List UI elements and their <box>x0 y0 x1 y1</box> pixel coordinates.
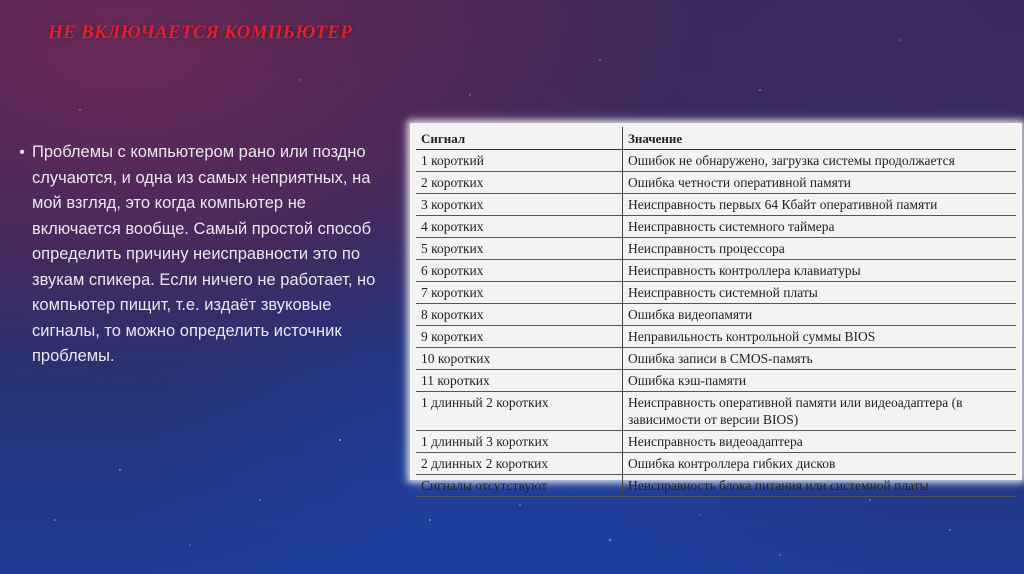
beep-codes-table-image <box>410 123 1022 493</box>
table-row <box>416 260 1016 282</box>
table-row <box>416 238 1016 260</box>
signal-cell: 4 коротких <box>416 216 623 238</box>
table-row <box>416 282 1016 304</box>
bullet-paragraph <box>12 140 397 370</box>
meaning-cell: Ошибка кэш-памяти <box>623 370 1017 392</box>
meaning-cell: Ошибка записи в CMOS-память <box>623 348 1017 370</box>
body-text: Проблемы с компьютером рано или поздно случаются, и одна из самых неприятных, на мой взгляд, это когда компьютер не включается вообще. Самый простой способ определить причину неисправности это по звукам спикера. Если ничего не работает, но компьютер пищит, т.е. издаёт звуковые сигналы, то можно определить источник проблемы. <box>32 143 376 365</box>
meaning-cell: Ошибок не обнаружено, загрузка системы продолжается <box>623 150 1017 172</box>
table-row <box>416 172 1016 194</box>
meaning-cell: Неисправность оперативной памяти или видеоадаптера (в зависимости от версии BIOS) <box>623 392 1017 431</box>
signal-cell: 6 коротких <box>416 260 623 282</box>
signal-cell: 8 коротких <box>416 304 623 326</box>
signal-cell: 3 коротких <box>416 194 623 216</box>
table-row <box>416 150 1016 172</box>
table-row <box>416 348 1016 370</box>
meaning-cell: Ошибка видеопамяти <box>623 304 1017 326</box>
signal-cell: 10 коротких <box>416 348 623 370</box>
table-row <box>416 216 1016 238</box>
signal-cell: 5 коротких <box>416 238 623 260</box>
table-row <box>416 475 1016 497</box>
table-row <box>416 392 1016 431</box>
signal-cell: 1 длинный 2 коротких <box>416 392 623 431</box>
meaning-cell: Ошибка контроллера гибких дисков <box>623 453 1017 475</box>
table-row <box>416 194 1016 216</box>
header-signal: Сигнал <box>416 127 623 150</box>
slide-title: НЕ ВКЛЮЧАЕТСЯ КОМПЬЮТЕР <box>48 22 353 43</box>
meaning-cell: Неправильность контрольной суммы BIOS <box>623 326 1017 348</box>
meaning-cell: Неисправность системного таймера <box>623 216 1017 238</box>
beep-codes-table <box>416 127 1016 497</box>
signal-cell: 2 длинных 2 коротких <box>416 453 623 475</box>
signal-cell: 11 коротких <box>416 370 623 392</box>
signal-cell: 2 коротких <box>416 172 623 194</box>
table-row <box>416 431 1016 453</box>
header-meaning: Значение <box>623 127 1017 150</box>
signal-cell: 7 коротких <box>416 282 623 304</box>
signal-cell: 9 коротких <box>416 326 623 348</box>
meaning-cell: Неисправность блока питания или системной платы <box>623 475 1017 497</box>
signal-cell: 1 длинный 3 коротких <box>416 431 623 453</box>
meaning-cell: Неисправность системной платы <box>623 282 1017 304</box>
meaning-cell: Неисправность контроллера клавиатуры <box>623 260 1017 282</box>
signal-cell: 1 короткий <box>416 150 623 172</box>
meaning-cell: Ошибка четности оперативной памяти <box>623 172 1017 194</box>
table-header-row <box>416 127 1016 150</box>
table-row <box>416 370 1016 392</box>
table-row <box>416 326 1016 348</box>
bullet-marker: • <box>19 144 25 161</box>
meaning-cell: Неисправность видеоадаптера <box>623 431 1017 453</box>
table-row <box>416 304 1016 326</box>
meaning-cell: Неисправность первых 64 Кбайт оперативной памяти <box>623 194 1017 216</box>
table-row <box>416 453 1016 475</box>
meaning-cell: Неисправность процессора <box>623 238 1017 260</box>
signal-cell: Сигналы отсутствуют <box>416 475 623 497</box>
